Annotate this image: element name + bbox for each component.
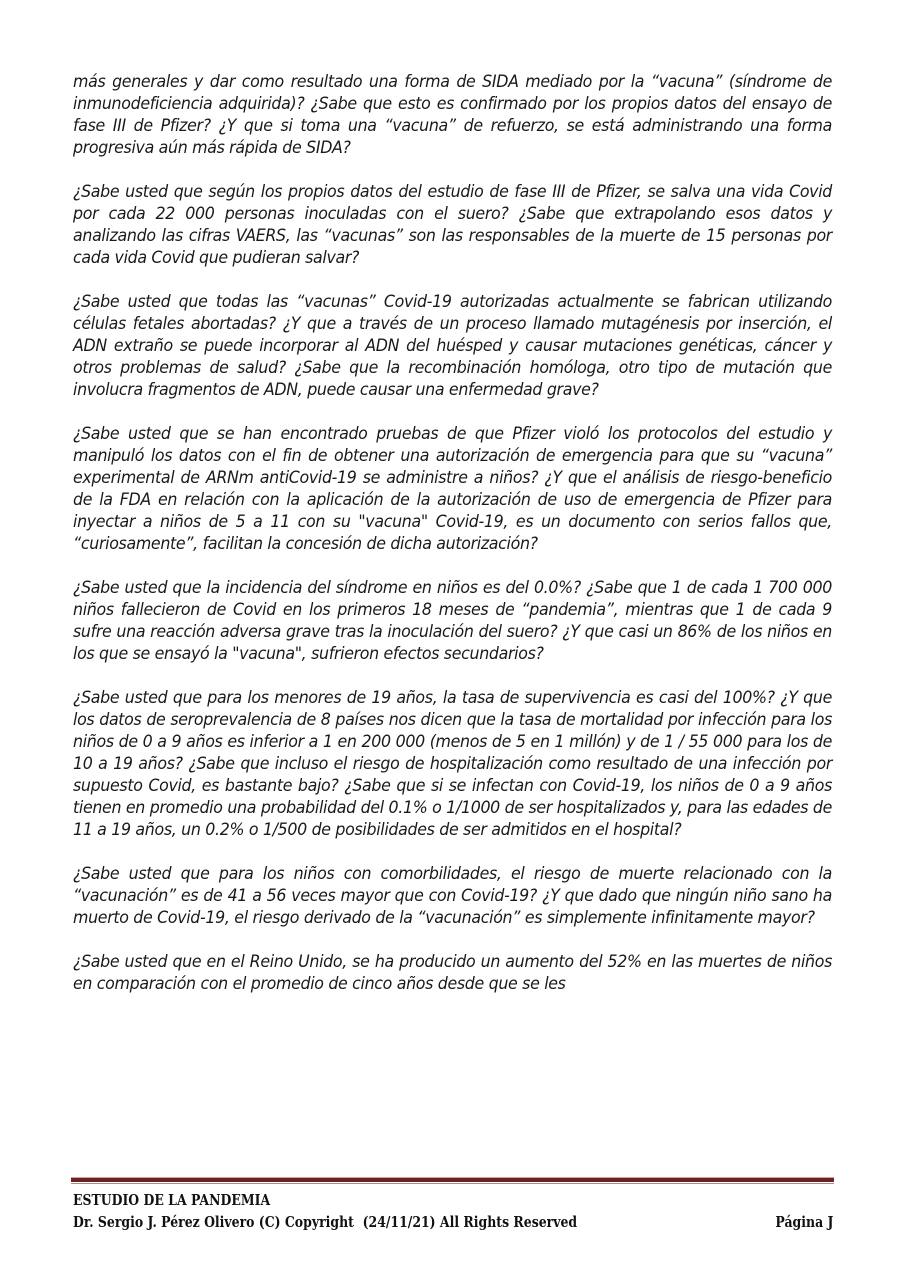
footer-author-row [73,1212,833,1234]
paragraph-pfizer-phase3: ¿Sabe usted que según los propios datos del estudio de fase III de Pfizer, se salva una vida Covid por cada 22 000 personas inoculadas con el suero? ¿Sabe que extrapolando esos datos y analizando las cifras VAERS, las “vacunas” son las responsables de la muerte de 15 personas por cada vida Covid que pudieran salvar? [73,182,832,268]
footer-copyright: Dr. Sergio J. Pérez Olivero (C) Copyright (24/11/21) All Rights Reserved [73,1214,578,1231]
paragraph-comorbidities: ¿Sabe usted que para los niños con comorbilidades, el riesgo de muerte relacionado con la “vacunación” es de 41 a 56 veces mayor que con Covid-19? ¿Y que dado que ningún niño sano ha muerto de Covid-19, el riesgo derivado de la “vacunación” es simplemente infinitamente mayor? [73,864,832,928]
footer-divider-thick [71,1178,834,1182]
paragraph-survival-rate: ¿Sabe usted que para los menores de 19 años, la tasa de supervivencia es casi del 100%? ¿Y que los datos de seroprevalencia de 8 países nos dicen que la tasa de mortalidad por infección para los niños de 0 a 9 años es inferior a 1 en 200 000 (menos de 5 en 1 millón) y de 1 / 55 000 para los de 10 a 19 años? ¿Sabe que incluso el riesgo de hospitalización como resultado de una infección por supuesto Covid, es bastante bajo? ¿Sabe que si se infectan con Covid-19, los niños de 0 a 9 años tienen en promedio una probabilidad del 0.1% o 1/1000 de ser hospitalizados y, para las edades de 11 a 19 años, un 0.2% o 1/500 de posibilidades de ser admitidos en el hospital? [73,688,832,840]
footer-divider [71,1177,834,1186]
paragraph-sida: más generales y dar como resultado una forma de SIDA mediado por la “vacuna” (síndrome de inmunodeficiencia adquirida)? ¿Sabe que esto es confirmado por los propios datos del ensayo de fase III de Pfizer? ¿Y que si toma una “vacuna” de refuerzo, se está administrando una forma progresiva aún más rápida de SIDA? [73,72,832,158]
page-footer [73,1190,833,1234]
document-body [73,71,832,1017]
footer-page-number: Página J [775,1214,833,1231]
footer-divider-thin-bottom [71,1183,834,1184]
paragraph-protocol-violation: ¿Sabe usted que se han encontrado pruebas de que Pfizer violó los protocolos del estudio y manipuló los datos con el fin de obtener una autorización de emergencia para que su “vacuna” experimental de ARNm antiCovid-19 se administre a niños? ¿Y que el análisis de riesgo-beneficio de la FDA en relación con la aplicación de la autorización de uso de emergencia de Pfizer para inyectar a niños de 5 a 11 con su "vacuna" Covid-19, es un documento con serios fallos que, “curiosamente”, facilitan la concesión de dicha autorización? [73,424,832,554]
footer-title: ESTUDIO DE LA PANDEMIA [73,1192,271,1209]
paragraph-fetal-cells: ¿Sabe usted que todas las “vacunas” Covid-19 autorizadas actualmente se fabrican utilizando células fetales abortadas? ¿Y que a través de un proceso llamado mutagénesis por inserción, el ADN extraño se puede incorporar al ADN del huésped y causar mutaciones genéticas, cáncer y otros problemas de salud? ¿Sabe que la recombinación homóloga, otro tipo de mutación que involucra fragmentos de ADN, puede causar una enfermedad grave? [73,292,832,400]
paragraph-uk-deaths: ¿Sabe usted que en el Reino Unido, se ha producido un aumento del 52% en las muertes de niños en comparación con el promedio de cinco años desde que se les [73,952,832,994]
paragraph-children-incidence: ¿Sabe usted que la incidencia del síndrome en niños es del 0.0%? ¿Sabe que 1 de cada 1 700 000 niños fallecieron de Covid en los primeros 18 meses de “pandemia”, mientras que 1 de cada 9 sufre una reacción adversa grave tras la inoculación del suero? ¿Y que casi un 86% de los niños en los que se ensayó la "vacuna", sufrieron efectos secundarios? [73,578,832,664]
